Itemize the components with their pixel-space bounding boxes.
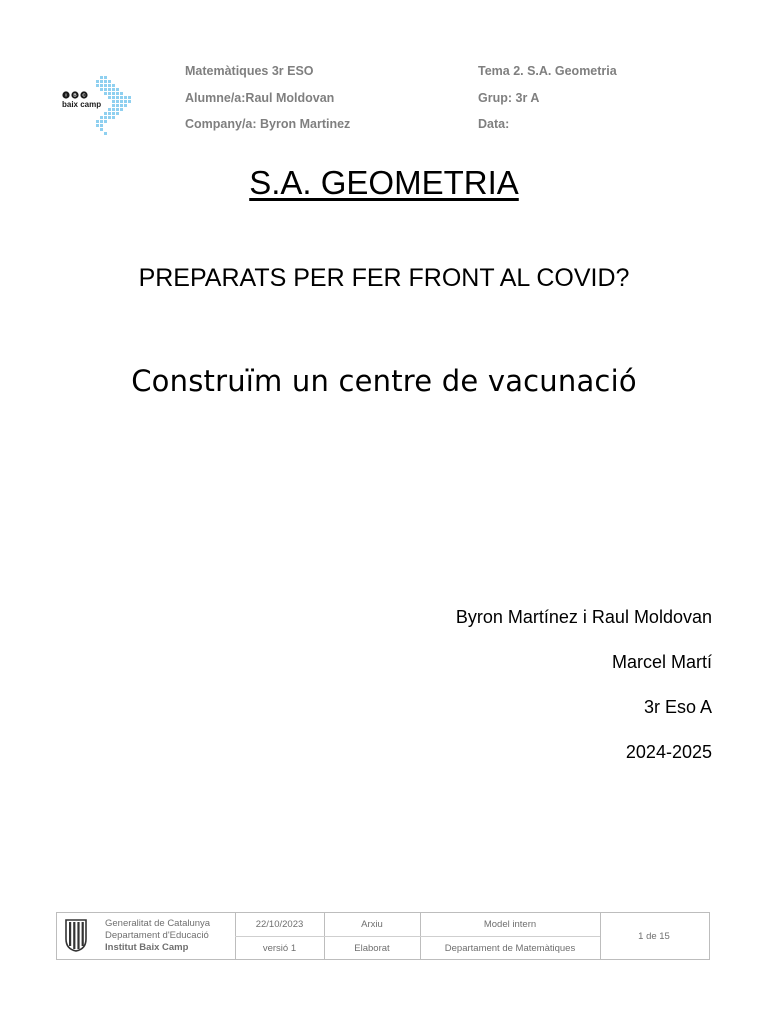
svg-text:B: B — [73, 92, 77, 98]
svg-text:baix camp: baix camp — [62, 100, 102, 109]
header-topic: Tema 2. S.A. Geometria — [478, 64, 617, 78]
footer-date: 22/10/2023 — [255, 919, 304, 930]
header-subject: Matemàtiques 3r ESO — [185, 64, 314, 78]
header-partner: Company/a: Byron Martinez — [185, 117, 351, 131]
footer-org-line2: Departament d'Educació — [105, 930, 209, 941]
footer-prepared: Elaborat — [354, 943, 390, 954]
svg-text:i: i — [65, 92, 67, 98]
generalitat-emblem-icon — [64, 919, 88, 952]
page-title: S.A. GEOMETRIA — [249, 164, 519, 201]
credit-teacher: Marcel Martí — [611, 652, 712, 672]
credit-authors: Byron Martínez i Raul Moldovan — [455, 607, 712, 627]
header-date-label: Data: — [478, 117, 510, 131]
footer-model: Model intern — [483, 919, 537, 930]
svg-text:C: C — [82, 92, 86, 98]
footer-page-number: 1 de 15 — [638, 931, 670, 942]
header-group: Grup: 3r A — [478, 91, 540, 105]
credit-year: 2024-2025 — [625, 742, 712, 762]
page-tagline: Construïm un centre de vacunació — [131, 364, 637, 398]
header-student: Alumne/a:Raul Moldovan — [185, 91, 335, 105]
footer-org-line1: Generalitat de Catalunya — [105, 918, 211, 929]
footer-version: versió 1 — [262, 943, 297, 954]
footer-table — [56, 912, 710, 960]
footer-org-line3: Institut Baix Camp — [105, 942, 189, 953]
footer-department: Departament de Matemàtiques — [444, 943, 576, 954]
credit-class: 3r Eso A — [643, 697, 712, 717]
page-subtitle: PREPARATS PER FER FRONT AL COVID? — [138, 264, 630, 292]
footer-archive: Arxiu — [361, 919, 383, 930]
school-logo — [60, 74, 140, 138]
